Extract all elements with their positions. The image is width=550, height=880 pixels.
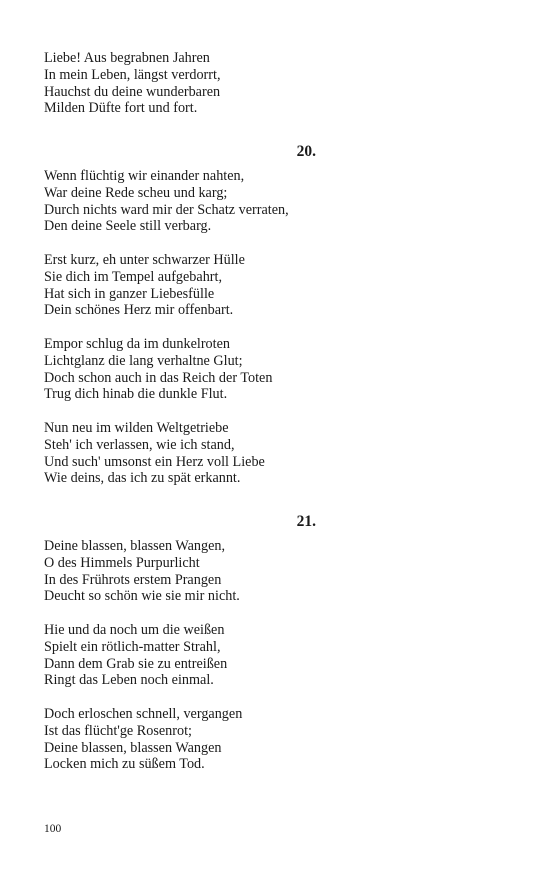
poem-line: Wenn flüchtig wir einander nahten, xyxy=(44,168,245,184)
poem-line: Empor schlug da im dunkelroten xyxy=(44,336,230,352)
poem-line: Steh' ich verlassen, wie ich stand, xyxy=(44,436,235,453)
poem-line: Wie deins, das ich zu spät erkannt. xyxy=(44,470,241,487)
poem-line: Doch erloschen schnell, vergangen xyxy=(44,706,243,722)
poem-number-21: 21. xyxy=(296,513,316,530)
poem-line: Dann dem Grab sie zu entreißen xyxy=(44,655,228,672)
poem-line: Doch schon auch in das Reich der Toten xyxy=(44,369,273,386)
poem-line: Erst kurz, eh unter schwarzer Hülle xyxy=(44,252,245,268)
poem21-stanza-3 xyxy=(44,706,344,773)
poem-line: Deine blassen, blassen Wangen, xyxy=(44,538,226,554)
poem-line: Trug dich hinab die dunkle Flut. xyxy=(44,386,228,403)
poem-line: Spielt ein rötlich-matter Strahl, xyxy=(44,638,221,655)
page-number: 100 xyxy=(44,823,62,835)
poem20-stanza-4 xyxy=(44,420,344,487)
poem-line: Locken mich zu süßem Tod. xyxy=(44,756,205,773)
poem-line: Ist das flücht'ge Rosenrot; xyxy=(44,722,192,739)
poem21-stanza-2 xyxy=(44,622,344,689)
poem-line: Hie und da noch um die weißen xyxy=(44,622,225,638)
poem21-stanza-1 xyxy=(44,538,344,605)
stanza-top-1 xyxy=(44,50,344,117)
poem-line: Dein schönes Herz mir offenbart. xyxy=(44,302,234,319)
poem-line: Milden Düfte fort und fort. xyxy=(44,100,198,117)
poem-line: Ringt das Leben noch einmal. xyxy=(44,672,214,689)
poem-line: Sie dich im Tempel aufgebahrt, xyxy=(44,268,223,285)
poem-line: Lichtglanz die lang verhaltne Glut; xyxy=(44,352,243,369)
poem-line: Liebe! Aus begrabnen Jahren xyxy=(44,50,210,66)
poem20-stanza-3 xyxy=(44,336,344,403)
poem-line: Hat sich in ganzer Liebesfülle xyxy=(44,285,215,302)
poem-number-20: 20. xyxy=(296,143,316,160)
poem-line: Durch nichts ward mir der Schatz verraten, xyxy=(44,201,289,218)
poem-line: In des Frührots erstem Prangen xyxy=(44,571,222,588)
poem-line: In mein Leben, längst verdorrt, xyxy=(44,66,221,83)
poem-line: Den deine Seele still verbarg. xyxy=(44,218,212,235)
poem-line: Deucht so schön wie sie mir nicht. xyxy=(44,588,240,605)
poem20-stanza-1 xyxy=(44,168,344,235)
poem-line: Nun neu im wilden Weltgetriebe xyxy=(44,420,229,436)
poem-line: O des Himmels Purpurlicht xyxy=(44,554,200,571)
poem-line: Und such' umsonst ein Herz voll Liebe xyxy=(44,453,265,470)
poem-line: War deine Rede scheu und karg; xyxy=(44,184,228,201)
poem20-stanza-2 xyxy=(44,252,344,319)
poem-line: Hauchst du deine wunderbaren xyxy=(44,83,221,100)
poem-line: Deine blassen, blassen Wangen xyxy=(44,739,222,756)
